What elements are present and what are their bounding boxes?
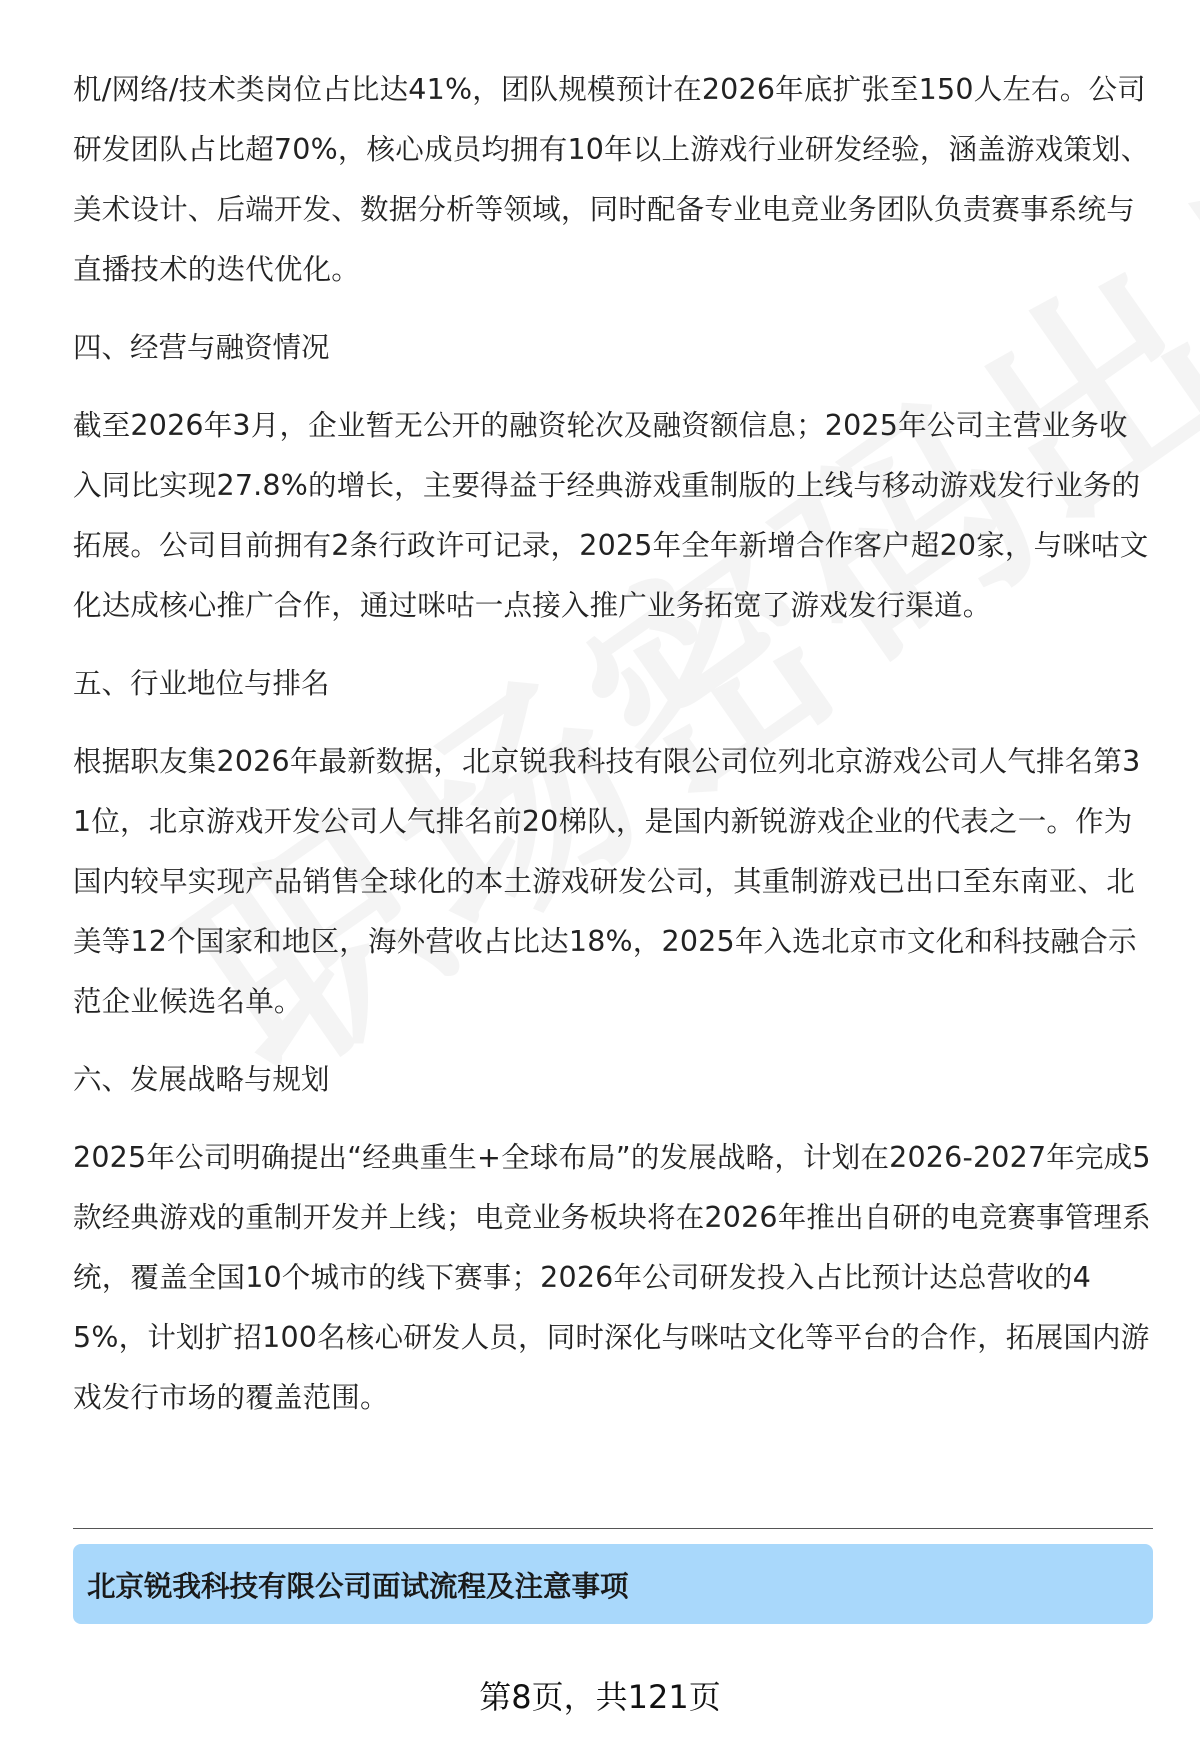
paragraph-ranking: 根据职友集2026年最新数据，北京锐我科技有限公司位列北京游戏公司人气排名第31位，北京游戏开发公司人气排名前20梯队，是国内新锐游戏企业的代表之一。作为国内较早实现产品销售全球化的本土游戏研发公司，其重制游戏已出口至东南亚、北美等12个国家和地区，海外营收占比达18%，2025年入选北京市文化和科技融合示范企业候选名单。 (73, 745, 1141, 1018)
banner-title: 北京锐我科技有限公司面试流程及注意事项 (87, 1569, 629, 1603)
section-banner (73, 1544, 1153, 1624)
section-heading-strategy: 六、发展战略与规划 (73, 1063, 330, 1096)
paragraph-team: 机/网络/技术类岗位占比达41%，团队规模预计在2026年底扩张至150人左右。公司研发团队占比超70%，核心成员均拥有10年以上游戏行业研发经验，涵盖游戏策划、美术设计、后端开发、数据分析等领域，同时配备专业电竞业务团队负责赛事系统与直播技术的迭代优化。 (73, 73, 1150, 286)
page-number: 第8页，共121页 (479, 1678, 721, 1716)
section-heading-ranking: 五、行业地位与排名 (73, 667, 330, 700)
paragraph-strategy: 2025年公司明确提出“经典重生+全球布局”的发展战略，计划在2026-2027年完成5款经典游戏的重制开发并上线；电竞业务板块将在2026年推出自研的电竞赛事管理系统，覆盖全国10个城市的线下赛事；2026年公司研发投入占比预计达总营收的45%，计划扩招100名核心研发人员，同时深化与咪咕文化等平台的合作，拓展国内游戏发行市场的覆盖范围。 (73, 1141, 1151, 1414)
section-divider (73, 1528, 1153, 1529)
document-body (73, 60, 1153, 1428)
paragraph-operations: 截至2026年3月，企业暂无公开的融资轮次及融资额信息；2025年公司主营业务收入同比实现27.8%的增长，主要得益于经典游戏重制版的上线与移动游戏发行业务的拓展。公司目前拥有2条行政许可记录，2025年全年新增合作客户超20家，与咪咕文化达成核心推广合作，通过咪咕一点接入推广业务拓宽了游戏发行渠道。 (73, 409, 1149, 622)
section-heading-operations: 四、经营与融资情况 (73, 331, 330, 364)
